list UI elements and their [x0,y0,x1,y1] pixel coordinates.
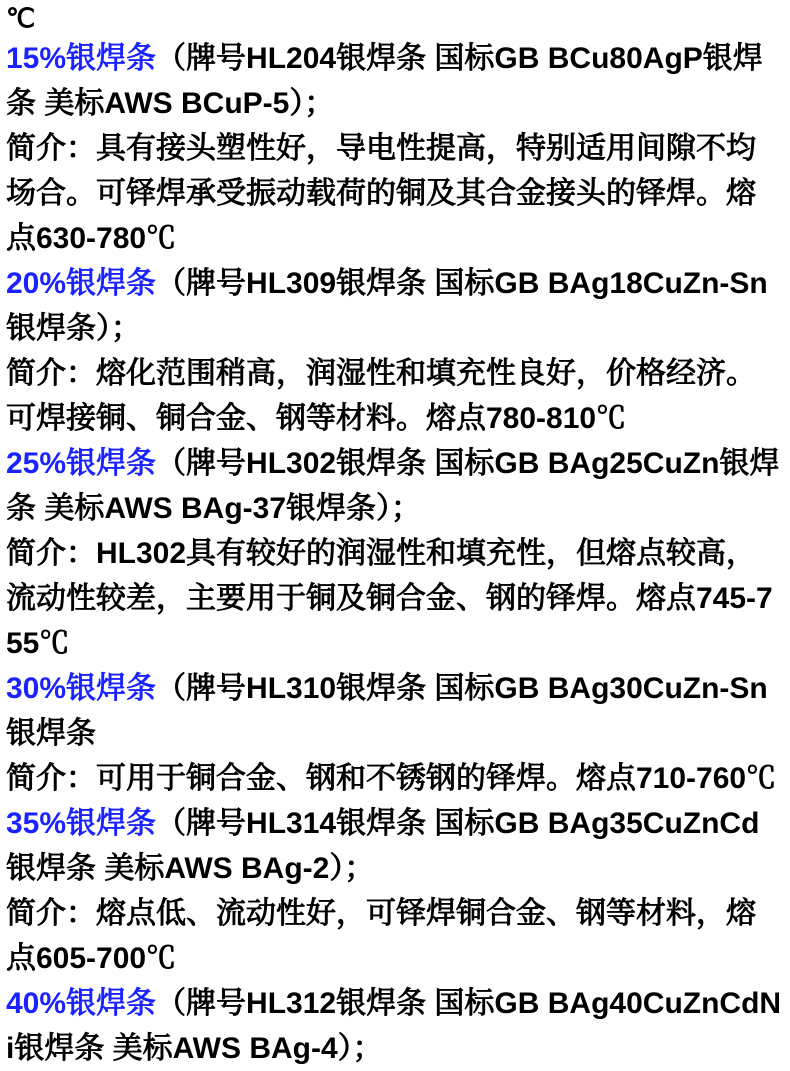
entry-title-rest: （牌号HL314银焊条 国标GB BAg35CuZnCd银焊条 美标AWS BAg-2）； [6,807,760,885]
entry-body: 简介：可用于铜合金、钢和不锈钢的铎焊。熔点710-760℃ [6,762,777,795]
product-entry [6,801,782,981]
entry-heading: 20%银焊条 [6,267,157,300]
entry-body: 简介：HL302具有较好的润湿性和填充性，但熔点较高，流动性较差，主要用于铜及铜合金、钢的铎焊。熔点745-755℃ [6,537,773,660]
product-entry [6,36,782,261]
entry-body: 简介：具有接头塑性好，导电性提高，特别适用间隙不均场合。可铎焊承受振动载荷的铜及其合金接头的铎焊。熔点630-780℃ [6,132,756,255]
entry-title [6,666,782,756]
product-entry [6,261,782,441]
entry-heading: 40%银焊条 [6,987,157,1020]
entry-heading: 15%银焊条 [6,42,157,75]
entry-title-rest: （牌号HL204银焊条 国标GB BCu80AgP银焊条 美标AWS BCuP-5）； [6,42,763,120]
entry-heading: 30%银焊条 [6,672,157,705]
entry-title-rest: （牌号HL302银焊条 国标GB BAg25CuZn银焊条 美标AWS BAg-37银焊条）； [6,447,780,525]
product-entry [6,981,782,1071]
entry-body: 简介：熔点低、流动性好，可铎焊铜合金、钢等材料，熔点605-700℃ [6,897,756,975]
entry-title [6,36,782,126]
product-entry [6,441,782,666]
entry-heading: 25%银焊条 [6,447,157,480]
entry-title-rest: （牌号HL309银焊条 国标GB BAg18CuZn-Sn银焊条）； [6,267,768,345]
entry-title-rest: （牌号HL312银焊条 国标GB BAg40CuZnCdNi银焊条 美标AWS BAg-4）； [6,987,782,1065]
product-entry [6,666,782,801]
entry-heading: 35%银焊条 [6,807,157,840]
top-temperature-fragment: ℃ [6,3,36,33]
entry-title [6,261,782,351]
entry-body: 简介：熔化范围稍高，润湿性和填充性良好，价格经济。可焊接铜、铜合金、钢等材料。熔点780-810℃ [6,357,756,435]
entry-title [6,801,782,891]
entry-title-rest: （牌号HL310银焊条 国标GB BAg30CuZn-Sn银焊条 [6,672,768,750]
entry-title [6,441,782,531]
entry-title [6,981,782,1071]
